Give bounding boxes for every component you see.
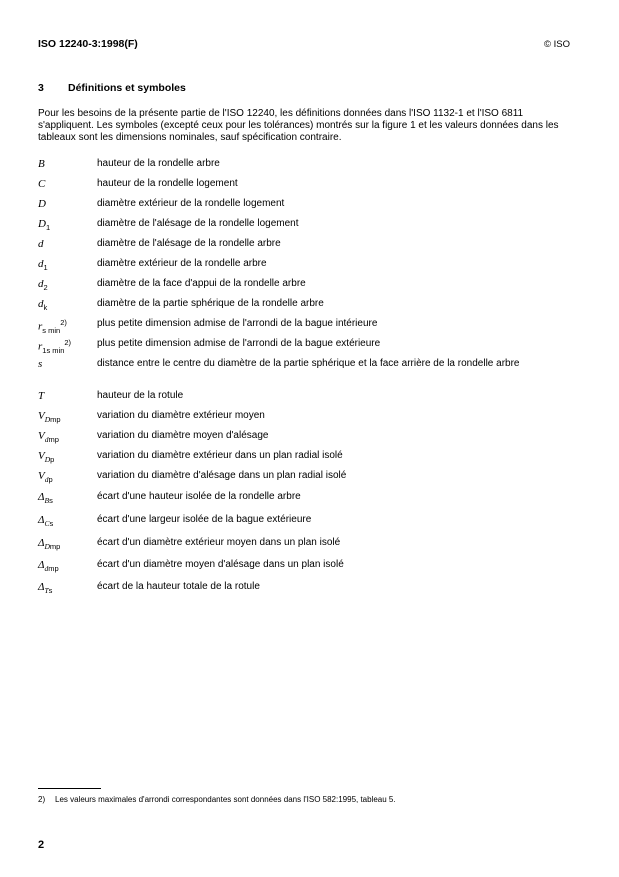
definition-row — [38, 298, 578, 318]
symbol-base: V — [38, 410, 45, 422]
definition-symbol — [38, 318, 97, 338]
copyright: © ISO — [543, 39, 570, 50]
symbol-subscript-italic: d — [44, 475, 49, 485]
definition-row — [38, 559, 578, 581]
intro-paragraph: Pour les besoins de la présente partie de l'ISO 12240, les définitions données dans l'ISO 1132-1 et l'ISO 6811 s'appliquent. Les symboles (excepté ceux pour les tolérances) montrés sur la figure 1 et les valeurs données dans les tableaux sont les dimensions nominales, sauf spécification contraire. — [38, 108, 559, 143]
definition-row — [38, 470, 578, 491]
definition-text: écart d'un diamètre moyen d'alésage dans un plan isolé — [97, 559, 344, 570]
definition-text: variation du diamètre extérieur moyen — [97, 410, 265, 421]
definition-text: diamètre extérieur de la rondelle logement — [97, 198, 285, 209]
symbol-base: Δ — [38, 559, 45, 571]
symbol-subscript-italic: d — [44, 564, 49, 574]
symbol-subscript-text: p — [48, 475, 53, 485]
definition-symbol — [38, 559, 97, 581]
symbol-base: D — [38, 218, 46, 230]
definition-row — [38, 514, 578, 537]
document-id: ISO 12240-3:1998(F) — [38, 38, 138, 50]
symbol-subscript-text: 1 — [43, 263, 48, 273]
definition-symbol — [38, 470, 97, 491]
definition-symbol — [38, 410, 97, 430]
definition-symbol — [38, 430, 97, 450]
symbol-subscript — [46, 223, 50, 232]
definition-text: variation du diamètre moyen d'alésage — [97, 430, 269, 441]
symbol-subscript-text: 2 — [43, 283, 48, 293]
section-title: Définitions et symboles — [68, 82, 186, 94]
page-number: 2 — [38, 839, 45, 851]
definition-symbol — [38, 258, 97, 278]
symbol-base: B — [38, 158, 45, 170]
symbol-base: d — [38, 258, 44, 270]
symbol-subscript — [44, 263, 48, 272]
definition-row — [38, 491, 578, 514]
definition-text: plus petite dimension admise de l'arrondi de la bague extérieure — [97, 338, 381, 349]
definition-row — [38, 581, 578, 603]
definition-row — [38, 430, 578, 450]
definition-text: diamètre de la face d'appui de la rondelle arbre — [97, 278, 306, 289]
symbol-subscript-text: mp — [50, 415, 61, 425]
definition-symbol — [38, 537, 97, 559]
symbol-subscript — [44, 519, 53, 528]
definition-row — [38, 258, 578, 278]
definitions-list — [38, 158, 578, 603]
definition-symbol — [38, 158, 97, 178]
definition-text: hauteur de la rondelle arbre — [97, 158, 220, 169]
symbol-base: C — [38, 178, 46, 190]
symbol-subscript-text: s min — [42, 325, 61, 335]
symbol-subscript — [44, 542, 60, 551]
definition-row — [38, 238, 578, 258]
symbol-subscript — [42, 326, 60, 335]
definition-text: distance entre le centre du diamètre de la partie sphérique et la face arrière de la rondelle arbre — [97, 358, 520, 369]
symbol-base: d — [38, 278, 44, 290]
symbol-subscript — [45, 475, 53, 484]
symbol-subscript-text: s — [49, 519, 54, 529]
footnote — [38, 795, 396, 804]
definition-symbol — [38, 278, 97, 298]
definition-symbol — [38, 450, 97, 470]
symbol-subscript-italic: C — [44, 519, 50, 529]
definition-row — [38, 450, 578, 470]
footnote-ref: 2) — [60, 318, 67, 327]
symbol-base: r — [38, 320, 43, 333]
definition-text: diamètre de l'alésage de la rondelle logement — [97, 218, 299, 229]
symbol-subscript-text: s — [48, 586, 53, 596]
definition-symbol — [38, 514, 97, 537]
symbol-base: V — [38, 430, 45, 442]
definition-text: plus petite dimension admise de l'arrondi de la bague intérieure — [97, 318, 378, 329]
definition-text: diamètre extérieur de la rondelle arbre — [97, 258, 267, 269]
symbol-subscript-text: s — [49, 496, 53, 506]
symbol-subscript-italic: B — [44, 496, 50, 506]
definition-row — [38, 218, 578, 238]
definition-row — [38, 178, 578, 198]
symbol-base: d — [38, 238, 44, 250]
definition-text: hauteur de la rondelle logement — [97, 178, 238, 189]
definition-text: hauteur de la rotule — [97, 390, 184, 401]
definition-row — [38, 318, 578, 338]
symbol-subscript — [45, 435, 59, 444]
definition-symbol — [38, 358, 97, 390]
symbol-subscript — [42, 346, 64, 355]
definition-symbol — [38, 218, 97, 238]
definition-symbol — [38, 178, 97, 198]
definition-symbol — [38, 238, 97, 258]
definition-text: diamètre de la partie sphérique de la rondelle arbre — [97, 298, 324, 309]
section-heading — [38, 82, 186, 94]
symbol-base: Δ — [38, 491, 45, 503]
footnote-ref: 2) — [64, 338, 72, 347]
symbol-base: Δ — [38, 537, 45, 549]
symbol-subscript — [44, 303, 48, 312]
symbol-base: Δ — [38, 514, 45, 526]
definition-row — [38, 278, 578, 298]
symbol-subscript-text: 1 — [45, 223, 51, 233]
symbol-subscript-text: 1s min — [42, 345, 65, 355]
definition-row — [38, 390, 578, 410]
definition-text: diamètre de l'alésage de la rondelle arbre — [97, 238, 281, 249]
symbol-subscript-text: p — [50, 455, 55, 465]
symbol-subscript — [44, 496, 52, 505]
symbol-base: r — [38, 340, 43, 353]
definition-row — [38, 537, 578, 559]
symbol-subscript-text: mp — [48, 564, 59, 574]
footnote-text: Les valeurs maximales d'arrondi correspondantes sont données dans l'ISO 582:1995, tableau 5. — [55, 795, 396, 804]
symbol-subscript-text: mp — [49, 542, 61, 552]
symbol-base: V — [38, 450, 45, 462]
symbol-base: D — [38, 198, 46, 210]
definition-text: écart d'une hauteur isolée de la rondelle arbre — [97, 491, 301, 502]
definition-text: écart d'une largeur isolée de la bague extérieure — [97, 514, 312, 525]
section-number: 3 — [38, 82, 44, 94]
definition-row — [38, 410, 578, 430]
symbol-subscript-italic: D — [44, 455, 51, 465]
definition-text: variation du diamètre d'alésage dans un plan radial isolé — [97, 470, 347, 481]
definition-text: écart d'un diamètre extérieur moyen dans un plan isolé — [97, 537, 341, 548]
definition-row — [38, 198, 578, 218]
definition-symbol — [38, 338, 97, 358]
definition-row — [38, 158, 578, 178]
symbol-base: d — [38, 298, 44, 310]
definition-symbol — [38, 491, 97, 514]
symbol-base: Δ — [38, 581, 45, 593]
symbol-subscript-text: mp — [48, 435, 59, 445]
symbol-base: V — [38, 470, 45, 482]
symbol-subscript-text: k — [43, 303, 48, 313]
definition-symbol — [38, 390, 97, 410]
symbol-base: T — [38, 390, 45, 402]
footnote-number: 2) — [38, 795, 46, 804]
symbol-subscript-italic: D — [44, 415, 51, 425]
symbol-subscript — [44, 283, 48, 292]
definition-row — [38, 338, 578, 358]
definition-symbol — [38, 198, 97, 218]
symbol-subscript — [44, 564, 58, 573]
symbol-subscript-italic: d — [44, 435, 49, 445]
symbol-base: s — [38, 358, 43, 370]
definition-text: variation du diamètre extérieur dans un plan radial isolé — [97, 450, 343, 461]
symbol-subscript — [45, 415, 61, 424]
definition-symbol — [38, 581, 97, 603]
footnote-rule — [38, 788, 101, 789]
definition-text: écart de la hauteur totale de la rotule — [97, 581, 260, 592]
definition-symbol — [38, 298, 97, 318]
symbol-subscript — [45, 455, 55, 464]
symbol-subscript-italic: T — [44, 586, 49, 596]
symbol-subscript-italic: D — [44, 542, 50, 552]
definition-row — [38, 358, 578, 390]
symbol-subscript — [44, 586, 52, 595]
